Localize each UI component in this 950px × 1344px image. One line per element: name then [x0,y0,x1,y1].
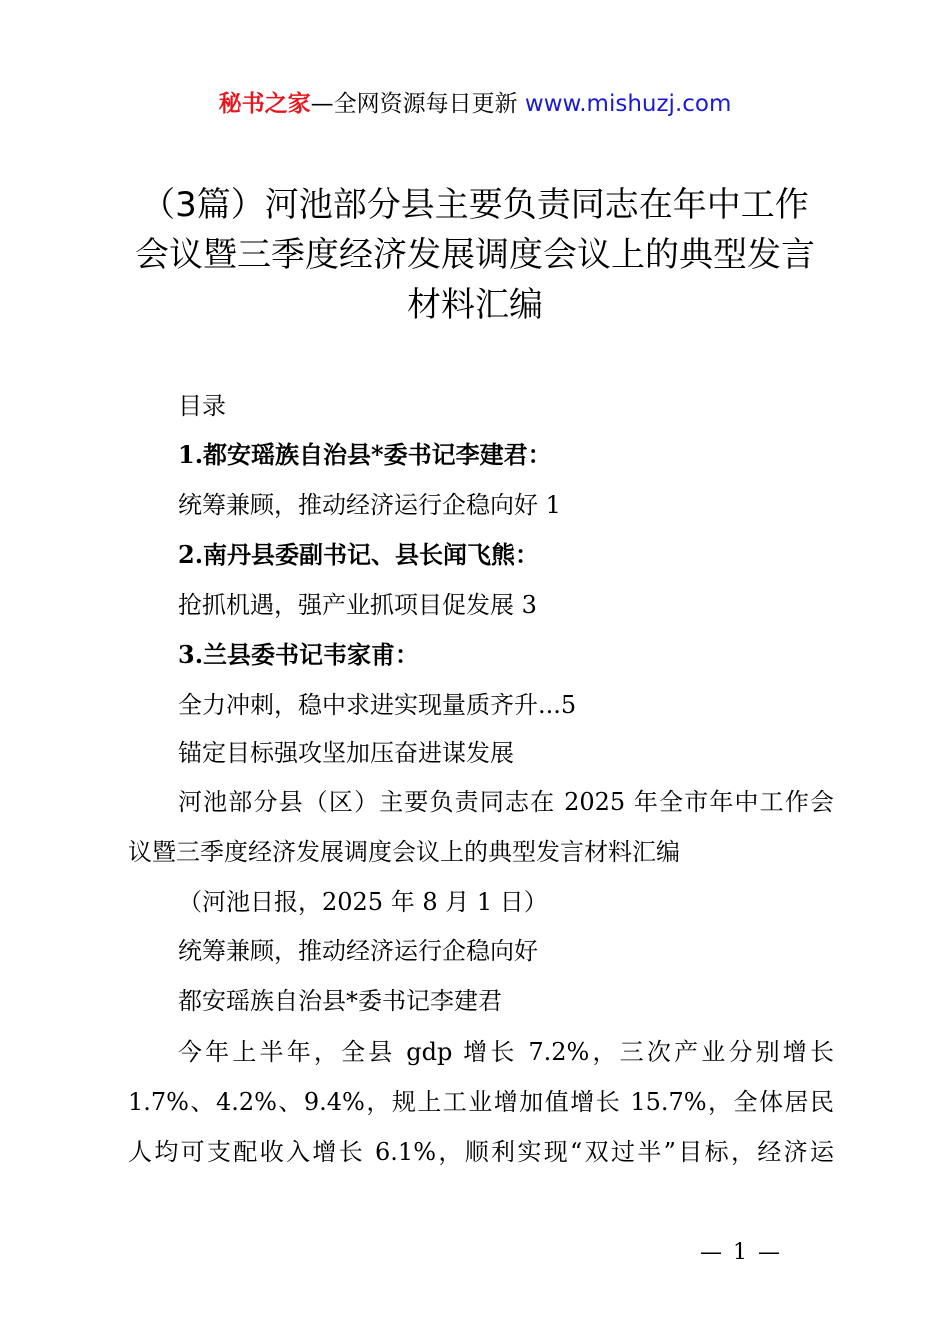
toc-entry-article: 全力冲刺，稳中求进实现量质齐升...5 [178,691,577,719]
toc-entry-author: 3.兰县委书记韦家甫： [178,640,420,669]
article-title: 统筹兼顾，推动经济运行企稳向好 [178,937,538,965]
paragraph-line: 河池部分县（区）主要负责同志在 2025 年全市年中工作会 [178,788,834,816]
toc-entry-article: 统筹兼顾，推动经济运行企稳向好 1 [178,491,561,519]
document-title [110,180,840,330]
toc-heading: 目录 [178,392,226,420]
source-line: （河池日报，2025 年 8 月 1 日） [178,888,548,916]
paragraph-line: 今年上半年，全县 gdp 增长 7.2%，三次产业分别增长 [178,1038,834,1066]
title-line: 会议暨三季度经济发展调度会议上的典型发言 [135,235,815,275]
toc-entry-author: 1.都安瑶族自治县*委书记李建君： [178,440,552,469]
page-number: — 1 — [700,1240,782,1265]
title-line: 材料汇编 [407,285,543,325]
toc-entry-author: 2.南丹县委副书记、县长闻飞熊： [178,540,540,569]
title-line: （3篇）河池部分县主要负责同志在年中工作 [141,185,809,225]
site-header [0,88,950,120]
intro-paragraph [128,777,834,877]
toc-extra-line: 锚定目标强攻坚加压奋进谋发展 [178,739,514,767]
toc-entry-article: 抢抓机遇，强产业抓项目促发展 3 [178,591,537,619]
brand-name: 秘书之家 [218,91,311,117]
paragraph-line: 1.7%、4.2%、9.4%，规上工业增加值增长 15.7%，全体居民 [128,1088,834,1116]
site-url[interactable]: www.mishuzj.com [524,91,732,117]
site-slogan: —全网资源每日更新 [310,91,525,117]
article-author: 都安瑶族自治县*委书记李建君 [178,987,502,1015]
body-paragraph [128,1027,834,1177]
paragraph-line: 议暨三季度经济发展调度会议上的典型发言材料汇编 [128,838,680,866]
paragraph-line: 人均可支配收入增长 6.1%，顺利实现“双过半”目标，经济运 [128,1138,834,1166]
